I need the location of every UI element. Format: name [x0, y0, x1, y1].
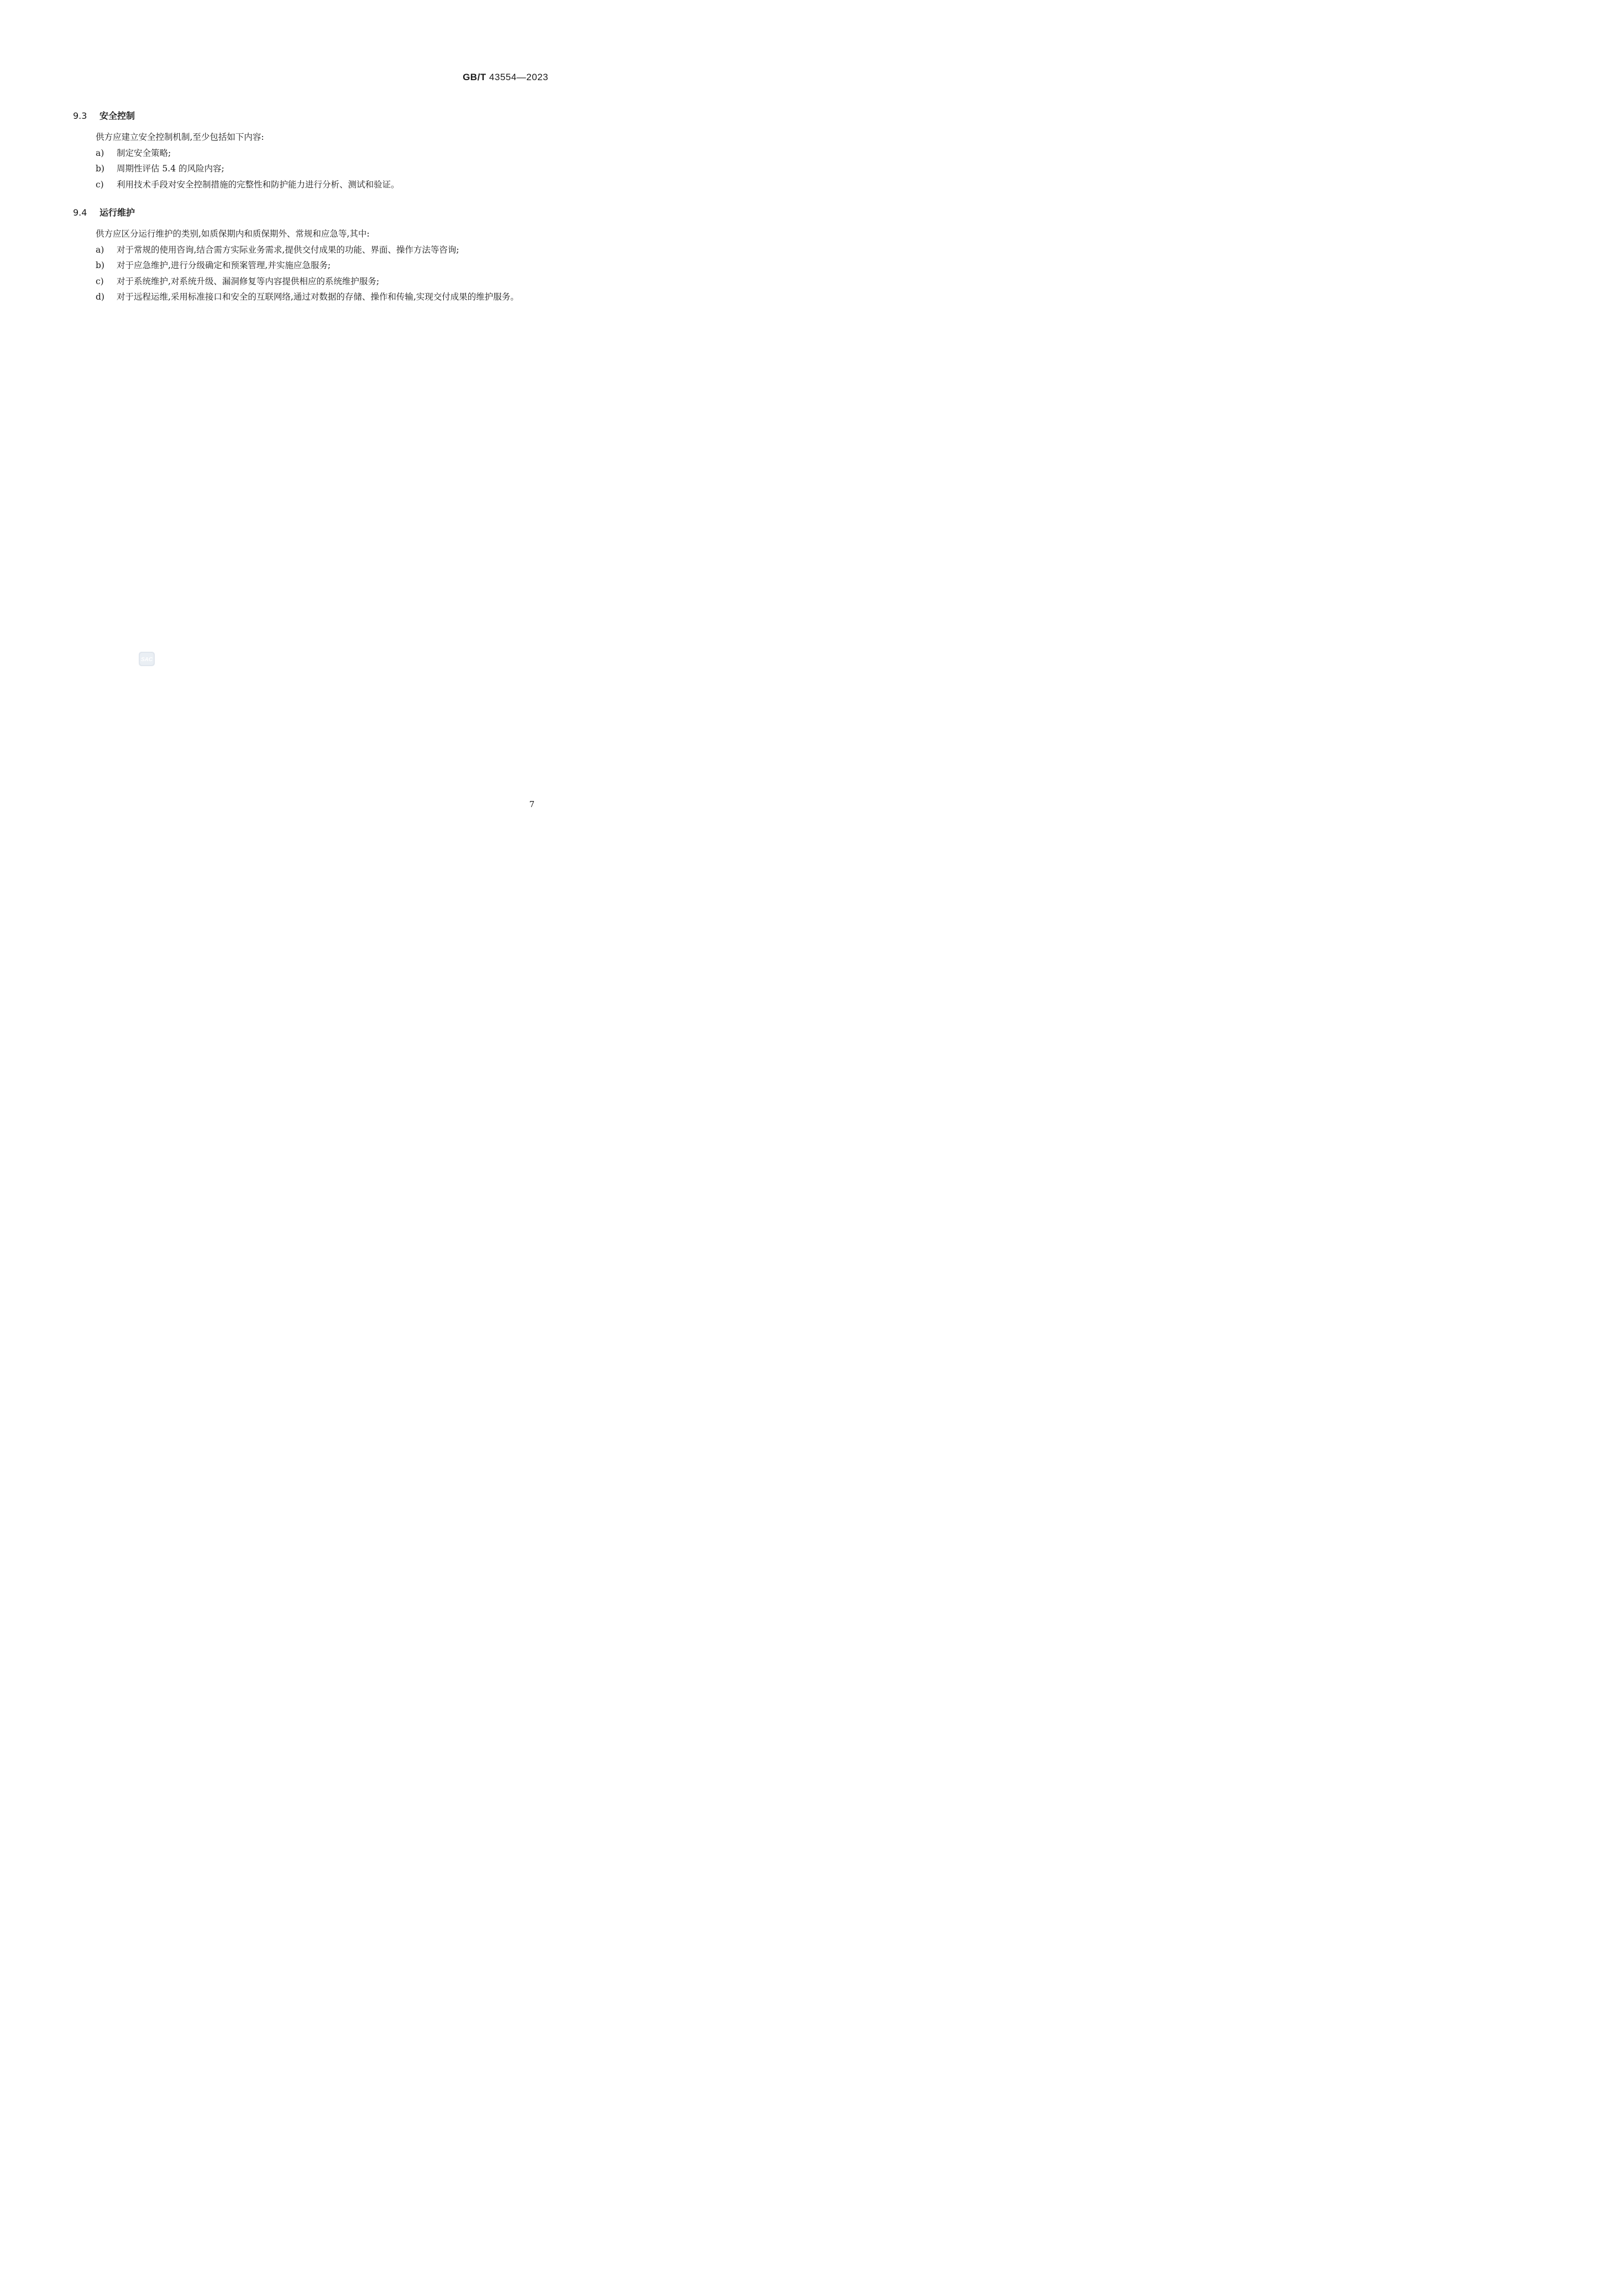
list-item-text: 利用技术手段对安全控制措施的完整性和防护能力进行分析、测试和验证。: [117, 179, 400, 190]
list-item-text: 对于系统维护,对系统升级、漏洞修复等内容提供相应的系统维护服务;: [117, 276, 380, 286]
standard-code: [463, 72, 548, 83]
list-item-label: a): [96, 148, 104, 158]
section-intro: 供方应区分运行维护的类别,如质保期内和质保期外、常规和应急等,其中:: [96, 229, 370, 239]
list-item-text: 对于远程运维,采用标准接口和安全的互联网络,通过对数据的存储、操作和传输,实现交付成果的维护服务。: [117, 292, 519, 302]
list-item: [73, 258, 549, 274]
list-item: [73, 242, 549, 258]
list-item: [73, 145, 549, 161]
list-item-text: 周期性评估 5.4 的风险内容;: [117, 164, 224, 174]
standard-prefix: GB/T: [463, 72, 486, 82]
section-heading: [73, 109, 549, 123]
list-item: [73, 289, 549, 305]
section-number: 9.4: [73, 207, 87, 218]
list-item: [73, 274, 549, 290]
list-item-label: b): [96, 164, 104, 174]
standard-number: 43554—2023: [489, 72, 548, 82]
sac-watermark-icon: [139, 652, 155, 666]
section-number: 9.3: [73, 111, 87, 121]
list-item: [73, 177, 549, 193]
section-intro: 供方应建立安全控制机制,至少包括如下内容:: [96, 132, 264, 142]
section-heading: [73, 206, 549, 219]
list-item: [73, 161, 549, 177]
section-title: 安全控制: [99, 111, 135, 121]
list-item-label: c): [96, 276, 104, 286]
list-item-text: 对于常规的使用咨询,结合需方实际业务需求,提供交付成果的功能、界面、操作方法等咨询;: [117, 244, 459, 255]
watermark-text: SAC: [140, 657, 153, 663]
list-item-text: 对于应急维护,进行分级确定和预案管理,并实施应急服务;: [117, 260, 331, 270]
list-item-label: d): [96, 292, 104, 302]
section-9-3: [73, 109, 549, 192]
list-item-label: c): [96, 179, 104, 190]
section-title: 运行维护: [99, 207, 135, 218]
page-number: 7: [529, 799, 535, 809]
list-item-label: a): [96, 244, 104, 255]
section-9-4: [73, 206, 549, 305]
list-item-label: b): [96, 260, 104, 270]
list-item-text: 制定安全策略;: [117, 148, 171, 158]
